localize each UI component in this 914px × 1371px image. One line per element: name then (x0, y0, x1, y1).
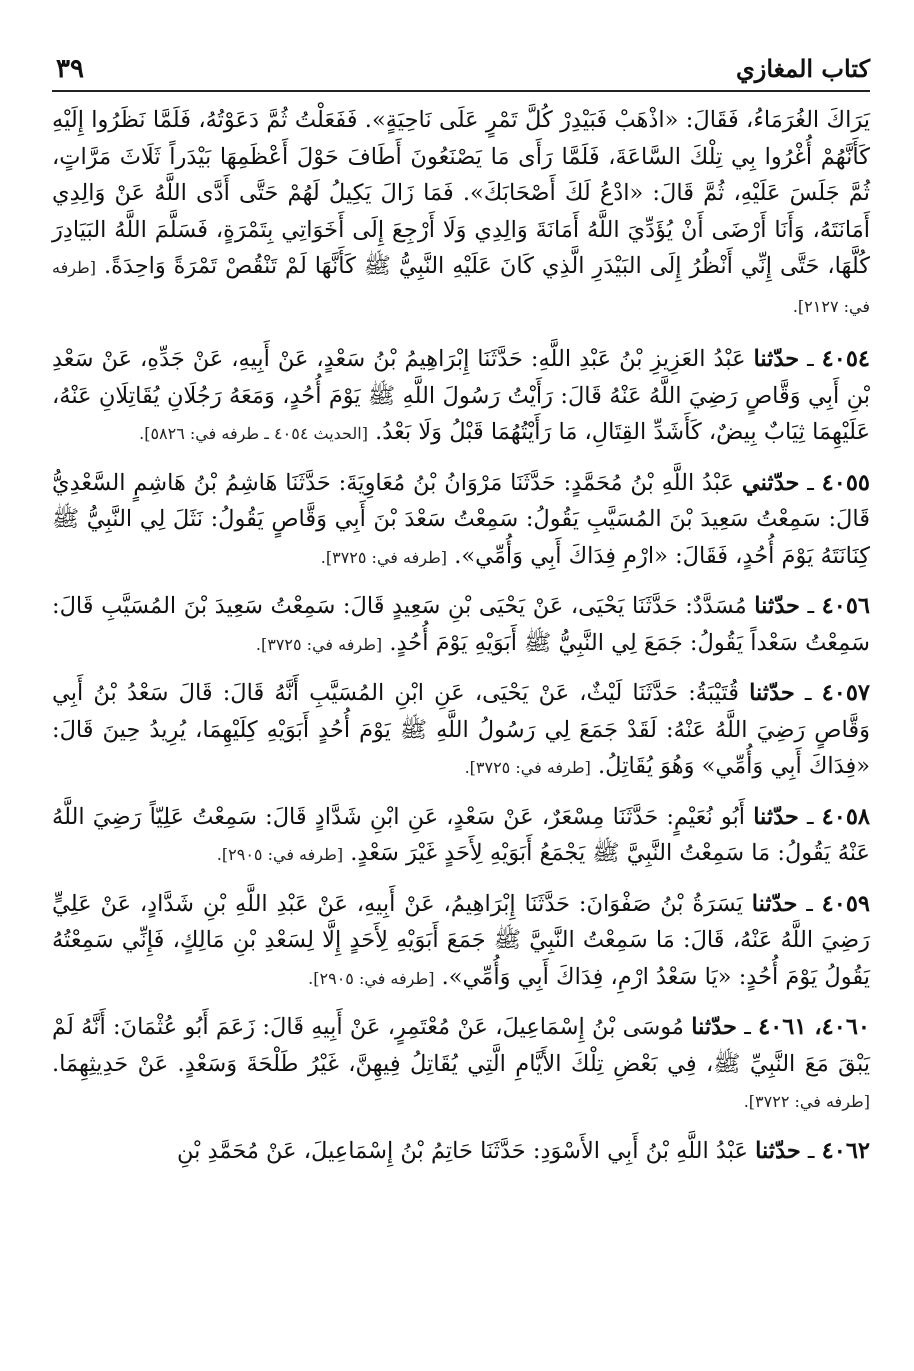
hadith-paragraph: ٤٠٥٨ ـ حدّثنا أَبُو نُعَيْمٍ: حَدَّثَنَا مِسْعَرٌ، عَنْ سَعْدٍ، عَنِ ابْنِ شَدَّادٍ قَالَ: سَمِعْتُ عَلِيّاً رَضِيَ اللَّهُ عَنْهُ يَقُولُ: مَا سَمِعْتُ النَّبِيَّ ﷺ يَجْمَعُ أَبَوَيْهِ لِأَحَدٍ غَيْرَ سَعْدٍ. [طرفه في: ٢٩٠٥]. (52, 803, 870, 866)
hadith-number: ٤٠٥٥ (821, 469, 870, 496)
narration-lead: حدّثنا (754, 593, 800, 619)
narration-lead: حدّثنا (755, 1137, 801, 1164)
hadith-text: عَبْدُ اللَّهِ بْنُ مُحَمَّدٍ: حَدَّثَنَا مَرْوَانُ بْنُ مُعَاوِيَةَ: حَدَّثَنَا هَاشِمُ بْنُ هَاشِمٍ السَّعْدِيُّ قَالَ: سَمِعْتُ سَعِيدَ بْنَ المُسَيَّبِ يَقُولُ: سَمِعْتُ سَعْدَ بْنَ أَبِي وَقَّاصٍ يَقُولُ: نَثَلَ لِي النَّبِيُّ ﷺ كِنَانَتَهُ يَوْمَ أُحُدٍ، فَقَالَ: «ارْمِ فِدَاكَ أَبِي وَأُمِّي». (52, 469, 870, 569)
hadith-text: يَسَرَةُ بْنُ صَفْوَانَ: حَدَّثَنَا إِبْرَاهِيمُ، عَنْ أَبِيهِ، عَنْ عَبْدِ اللَّهِ بْنِ شَدَّادٍ، عَنْ عَلِيٍّ رَضِيَ اللَّهُ عَنْهُ، قَالَ: مَا سَمِعْتُ النَّبِيَّ ﷺ جَمَعَ أَبَوَيْهِ لِأَحَدٍ إِلَّا لِسَعْدِ بْنِ مَالِكٍ، فَإِنِّي سَمِعْتُهُ يَقُولُ يَوْمَ أُحُدٍ: «يَا سَعْدُ ارْمِ، فِدَاكَ أَبِي وَأُمِّي». (52, 890, 870, 990)
narration-lead: حدّثنا (753, 346, 800, 372)
narration-lead: حدّثني (741, 469, 800, 496)
hadith-number: ٤٠٥٧ (821, 680, 870, 706)
hadith-number: ٤٠٥٦ (821, 593, 870, 619)
book-title: كتاب المغازي (735, 54, 870, 83)
page-number: ٣٩ (56, 54, 84, 84)
cross-reference: [طرفه في: ٣٧٢٥]. (320, 547, 448, 567)
hadith-text: أَبُو نُعَيْمٍ: حَدَّثَنَا مِسْعَرٌ، عَنْ سَعْدٍ، عَنِ ابْنِ شَدَّادٍ قَالَ: سَمِعْتُ عَلِيّاً رَضِيَ اللَّهُ عَنْهُ يَقُولُ: مَا سَمِعْتُ النَّبِيَّ ﷺ يَجْمَعُ أَبَوَيْهِ لِأَحَدٍ غَيْرَ سَعْدٍ. (52, 803, 870, 866)
hadith-text: مُوسَى بْنُ إِسْمَاعِيلَ، عَنْ مُعْتَمِرٍ، عَنْ أَبِيهِ قَالَ: زَعَمَ أَبُو عُثْمَانَ: أَنَّهُ لَمْ يَبْقَ مَعَ النَّبِيِّ ﷺ، فِي بَعْضِ تِلْكَ الأَيَّامِ الَّتِي يُقَاتِلُ فِيهِنَّ، غَيْرُ طَلْحَةَ وَسَعْدٍ. عَنْ حَدِيثِهِمَا. (52, 1014, 870, 1077)
hadith-number: ٤٠٦٠، ٤٠٦١ (758, 1014, 870, 1040)
narration-lead: حدّثنا (691, 1014, 737, 1040)
hadith-text: يَرَاكَ الغُرَمَاءُ، فَقَالَ: «اذْهَبْ فَبَيْدِرْ كُلَّ تَمْرٍ عَلَى نَاحِيَةٍ». فَفَعَلْتُ ثُمَّ دَعَوْتُهُ، فَلَمَّا نَظَرُوا إِلَيْهِ كَأَنَّهُمْ أُغْرُوا بِي تِلْكَ السَّاعَةَ، فَلَمَّا رَأَى مَا يَصْنَعُونَ أَطَافَ حَوْلَ أَعْظَمِهَا بَيْدَراً ثَلَاثَ مَرَّاتٍ، ثُمَّ جَلَسَ عَلَيْهِ، ثُمَّ قَالَ: «ادْعُ لَكَ أَصْحَابَكَ». فَمَا زَالَ يَكِيلُ لَهُمْ حَتَّى أَدَّى اللَّهُ عَنْ وَالِدِي أَمَانَتَهُ، وَأَنَا أَرْضَى أَنْ يُؤَدِّيَ اللَّهُ أَمَانَةَ وَالِدِي وَلَا أَرْجِعَ إِلَى أَخَوَاتِي بِتَمْرَةٍ، فَسَلَّمَ اللَّهُ البَيَادِرَ كُلَّهَا، حَتَّى إِنِّي أَنْظُرُ إِلَى البَيْدَرِ الَّذِي كَانَ عَلَيْهِ النَّبِيُّ ﷺ كَأَنَّهَا لَمْ تَنْقُصْ تَمْرَةً وَاحِدَةً. (52, 107, 870, 279)
hadith-text: قُتَيْبَةُ: حَدَّثَنَا لَيْثٌ، عَنْ يَحْيَى، عَنِ ابْنِ المُسَيَّبِ أَنَّهُ قَالَ: قَالَ سَعْدُ بْنُ أَبِي وَقَّاصٍ رَضِيَ اللَّهُ عَنْهُ: لَقَدْ جَمَعَ لِي رَسُولُ اللَّهِ ﷺ يَوْمَ أُحُدٍ أَبَوَيْهِ كِلَيْهِمَا، يُرِيدُ حِينَ قَالَ: «فِدَاكَ أَبِي وَأُمِّي» وَهُوَ يُقَاتِلُ. (52, 680, 870, 779)
narration-lead: حدّثنا (753, 803, 799, 830)
hadith-number: ٤٠٥٤ (821, 346, 871, 372)
narration-lead: حدّثنا (751, 890, 798, 917)
hadith-number: ٤٠٥٩ (821, 890, 870, 917)
hadith-text: عَبْدُ العَزِيزِ بْنُ عَبْدِ اللَّهِ: حَدَّثَنَا إِبْرَاهِيمُ بْنُ سَعْدٍ، عَنْ أَبِيهِ، عَنْ جَدِّهِ، عَنْ سَعْدِ بْنِ أَبِي وَقَّاصٍ رَضِيَ اللَّهُ عَنْهُ قَالَ: رَأَيْتُ رَسُولَ اللَّهِ ﷺ يَوْمَ أُحُدٍ، وَمَعَهُ رَجُلَانِ يُقَاتِلَانِ عَنْهُ، عَلَيْهِمَا ثِيَابٌ بِيضٌ، كَأَشَدِّ القِتَالِ، مَا رَأَيْتُهُمَا قَبْلُ وَلَا بَعْدُ. (52, 346, 870, 445)
page-header (52, 44, 870, 92)
hadith-paragraph: ٤٠٥٤ ـ حدّثنا عَبْدُ العَزِيزِ بْنُ عَبْدِ اللَّهِ: حَدَّثَنَا إِبْرَاهِيمُ بْنُ سَعْدٍ، عَنْ أَبِيهِ، عَنْ جَدِّهِ، عَنْ سَعْدِ بْنِ أَبِي وَقَّاصٍ رَضِيَ اللَّهُ عَنْهُ قَالَ: رَأَيْتُ رَسُولَ اللَّهِ ﷺ يَوْمَ أُحُدٍ، وَمَعَهُ رَجُلَانِ يُقَاتِلَانِ عَنْهُ، عَلَيْهِمَا ثِيَابٌ بِيضٌ، كَأَشَدِّ القِتَالِ، مَا رَأَيْتُهُمَا قَبْلُ وَلَا بَعْدُ. [الحديث ٤٠٥٤ ـ طرفه في: ٥٨٢٦]. (52, 346, 871, 445)
hadith-paragraph: ٤٠٦٠، ٤٠٦١ ـ حدّثنا مُوسَى بْنُ إِسْمَاعِيلَ، عَنْ مُعْتَمِرٍ، عَنْ أَبِيهِ قَالَ: زَعَمَ أَبُو عُثْمَانَ: أَنَّهُ لَمْ يَبْقَ مَعَ النَّبِيِّ ﷺ، فِي بَعْضِ تِلْكَ الأَيَّامِ الَّتِي يُقَاتِلُ فِيهِنَّ، غَيْرُ طَلْحَةَ وَسَعْدٍ. عَنْ حَدِيثِهِمَا. [طرفه في: ٣٧٢٢]. (52, 1014, 870, 1111)
hadith-paragraph (52, 102, 870, 325)
hadith-paragraph: ٤٠٥٦ ـ حدّثنا مُسَدَّدٌ: حَدَّثَنَا يَحْيَى، عَنْ يَحْيَى بْنِ سَعِيدٍ قَالَ: سَمِعْتُ سَعِيدَ بْنَ المُسَيَّبِ قَالَ: سَمِعْتُ سَعْداً يَقُولُ: جَمَعَ لِي النَّبِيُّ ﷺ أَبَوَيْهِ يَوْمَ أُحُدٍ. [طرفه في: ٣٧٢٥]. (52, 593, 870, 656)
hadith-text: مُسَدَّدٌ: حَدَّثَنَا يَحْيَى، عَنْ يَحْيَى بْنِ سَعِيدٍ قَالَ: سَمِعْتُ سَعِيدَ بْنَ المُسَيَّبِ قَالَ: سَمِعْتُ سَعْداً يَقُولُ: جَمَعَ لِي النَّبِيُّ ﷺ أَبَوَيْهِ يَوْمَ أُحُدٍ. (52, 593, 870, 656)
hadith-paragraph: ٤٠٥٥ ـ حدّثني عَبْدُ اللَّهِ بْنُ مُحَمَّدٍ: حَدَّثَنَا مَرْوَانُ بْنُ مُعَاوِيَةَ: حَدَّثَنَا هَاشِمُ بْنُ هَاشِمٍ السَّعْدِيُّ قَالَ: سَمِعْتُ سَعِيدَ بْنَ المُسَيَّبِ يَقُولُ: سَمِعْتُ سَعْدَ بْنَ أَبِي وَقَّاصٍ يَقُولُ: نَثَلَ لِي النَّبِيُّ ﷺ كِنَانَتَهُ يَوْمَ أُحُدٍ، فَقَالَ: «ارْمِ فِدَاكَ أَبِي وَأُمِّي». [طرفه في: ٣٧٢٥]. (52, 469, 870, 569)
book-page (52, 44, 870, 1344)
hadith-number: ٤٠٦٢ (821, 1137, 870, 1164)
cross-reference: [طرفه في: ٢١٢٧]. (52, 258, 870, 316)
hadith-paragraph: ٤٠٦٢ ـ حدّثنا عَبْدُ اللَّهِ بْنُ أَبِي الأَسْوَدِ: حَدَّثَنَا حَاتِمُ بْنُ إِسْمَاعِيلَ، عَنْ مُحَمَّدِ بْنِ (176, 1137, 870, 1164)
hadith-paragraph: ٤٠٥٩ ـ حدّثنا يَسَرَةُ بْنُ صَفْوَانَ: حَدَّثَنَا إِبْرَاهِيمُ، عَنْ أَبِيهِ، عَنْ عَبْدِ اللَّهِ بْنِ شَدَّادٍ، عَنْ عَلِيٍّ رَضِيَ اللَّهُ عَنْهُ، قَالَ: مَا سَمِعْتُ النَّبِيَّ ﷺ جَمَعَ أَبَوَيْهِ لِأَحَدٍ إِلَّا لِسَعْدِ بْنِ مَالِكٍ، فَإِنِّي سَمِعْتُهُ يَقُولُ يَوْمَ أُحُدٍ: «يَا سَعْدُ ارْمِ، فِدَاكَ أَبِي وَأُمِّي». [طرفه في: ٢٩٠٥]. (52, 890, 870, 990)
cross-reference: [طرفه في: ٣٧٢٢]. (743, 1092, 870, 1111)
cross-reference: [الحديث ٤٠٥٤ ـ طرفه في: ٥٨٢٦]. (139, 424, 368, 443)
hadith-paragraph: ٤٠٥٧ ـ حدّثنا قُتَيْبَةُ: حَدَّثَنَا لَيْثٌ، عَنْ يَحْيَى، عَنِ ابْنِ المُسَيَّبِ أَنَّهُ قَالَ: قَالَ سَعْدُ بْنُ أَبِي وَقَّاصٍ رَضِيَ اللَّهُ عَنْهُ: لَقَدْ جَمَعَ لِي رَسُولُ اللَّهِ ﷺ يَوْمَ أُحُدٍ أَبَوَيْهِ كِلَيْهِمَا، يُرِيدُ حِينَ قَالَ: «فِدَاكَ أَبِي وَأُمِّي» وَهُوَ يُقَاتِلُ. [طرفه في: ٣٧٢٥]. (52, 680, 870, 779)
cross-reference: [طرفه في: ٣٧٢٥]. (255, 634, 383, 654)
hadith-text: عَبْدُ اللَّهِ بْنُ أَبِي الأَسْوَدِ: حَدَّثَنَا حَاتِمُ بْنُ إِسْمَاعِيلَ، عَنْ مُحَمَّدِ بْنِ (176, 1137, 748, 1164)
cross-reference: [طرفه في: ٢٩٠٥]. (308, 968, 435, 988)
cross-reference: [طرفه في: ٢٩٠٥]. (216, 845, 344, 864)
hadith-number: ٤٠٥٨ (821, 803, 870, 830)
cross-reference: [طرفه في: ٣٧٢٥]. (464, 758, 591, 777)
narration-lead: حدّثنا (749, 680, 795, 706)
page-body (52, 102, 870, 1169)
